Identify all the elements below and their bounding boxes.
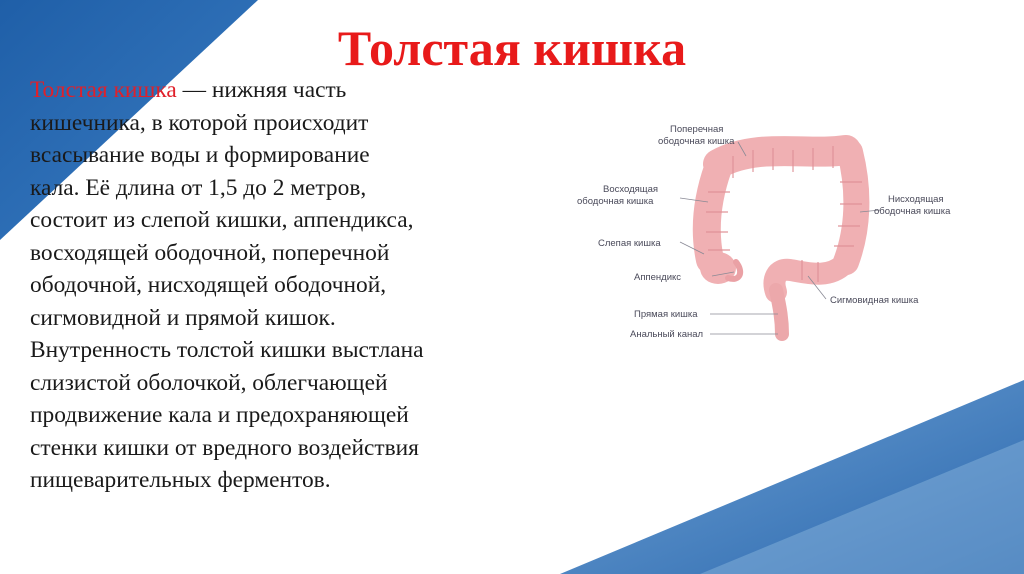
ascending-colon-shape <box>707 168 718 260</box>
term-highlight: Толстая кишка <box>30 77 177 103</box>
paragraph-line-5: состоит из слепой кишки, аппендикса, <box>30 207 414 233</box>
label-rectum: Прямая кишка <box>634 309 698 320</box>
paragraph-line-12: стенки кишки от вредного воздействия <box>30 434 419 461</box>
paragraph-line-10: слизистой оболочкой, облегчающей <box>30 369 388 396</box>
label-appendix: Аппендикс <box>634 272 682 283</box>
transverse-colon-shape <box>718 150 846 164</box>
label-ascending-1: Восходящая <box>603 184 659 195</box>
label-sigmoid: Сигмовидная кишка <box>830 295 919 306</box>
label-ascending-2: ободочная кишка <box>577 196 654 207</box>
paragraph-line-7: ободочной, нисходящей ободочной, <box>30 272 387 298</box>
label-transverse-2: ободочная кишка <box>658 136 735 147</box>
paragraph-line-9: Внутренность толстой кишки выстлана <box>30 337 424 363</box>
paragraph-line-2: кишечника, в которой происходит <box>30 109 369 136</box>
paragraph-line-8: сигмовидной и прямой кишок. <box>30 304 336 331</box>
paragraph-line-3: всасывание воды и формирование <box>30 142 370 168</box>
label-transverse-1: Поперечная <box>670 124 724 135</box>
label-descending-2: ободочная кишка <box>874 206 951 217</box>
label-anal-canal: Анальный канал <box>630 329 704 340</box>
body-paragraph <box>30 74 570 497</box>
paragraph-line-11: продвижение кала и предохраняющей <box>30 402 409 428</box>
paragraph-line-6: восходящей ободочной, поперечной <box>30 239 390 266</box>
label-descending-1: Нисходящая <box>888 194 944 205</box>
label-cecum: Слепая кишка <box>598 238 661 249</box>
paragraph-line-1: Толстая кишка — нижняя часть <box>30 77 347 103</box>
large-intestine-diagram <box>568 112 960 352</box>
slide-title: Толстая кишка <box>337 20 687 76</box>
rectum-shape <box>776 290 782 334</box>
paragraph-line-4: кала. Её длина от 1,5 до 2 метров, <box>30 174 367 201</box>
paragraph-line-13: пищеварительных ферментов. <box>30 467 331 493</box>
